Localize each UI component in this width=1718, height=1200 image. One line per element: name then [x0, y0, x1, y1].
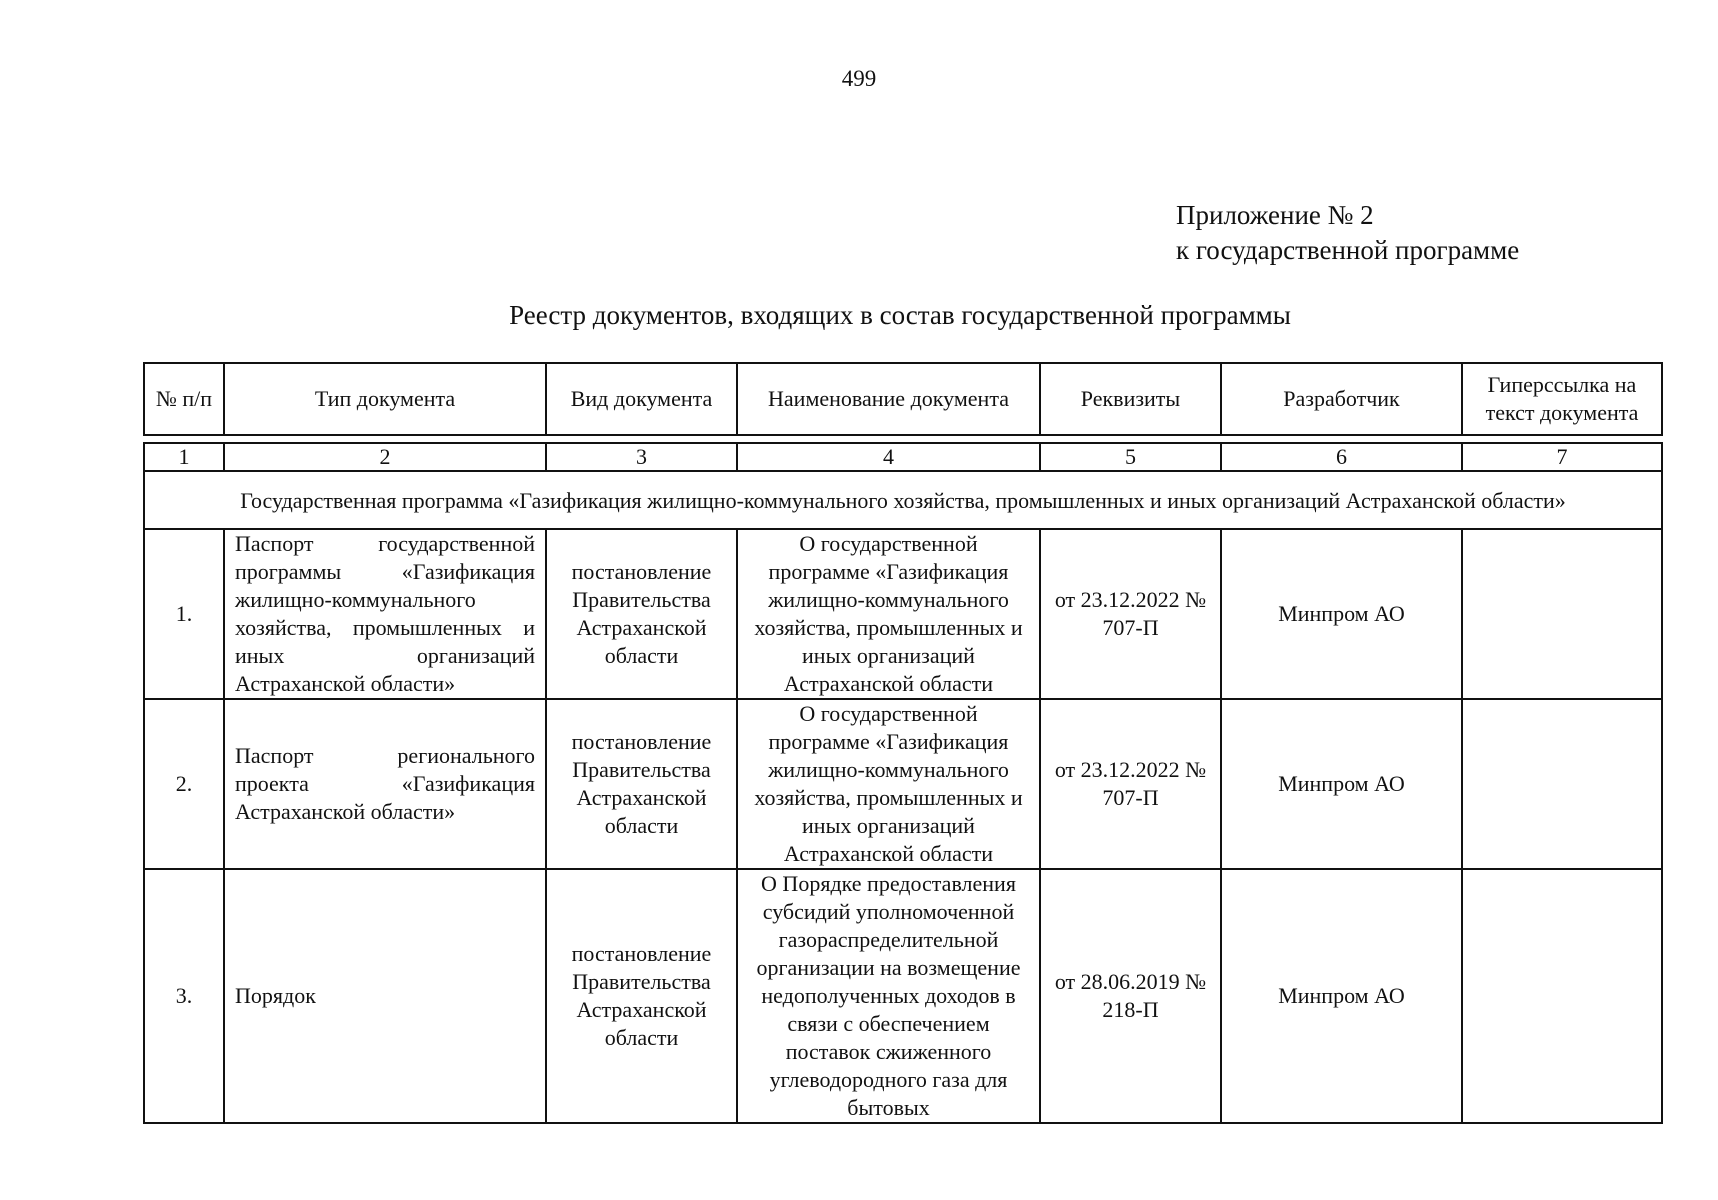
- document-kind: постановление Правительства Астраханской области: [546, 529, 737, 699]
- document-type: Порядок: [224, 869, 546, 1123]
- column-number: 7: [1462, 443, 1662, 471]
- document-kind: постановление Правительства Астраханской области: [546, 869, 737, 1123]
- table-row: [144, 869, 1662, 1123]
- row-number: 2.: [144, 699, 224, 869]
- document-requisites: от 28.06.2019 № 218-П: [1040, 869, 1221, 1123]
- document-type: Паспорт регионального проекта «Газификация Астраханской области»: [224, 699, 546, 869]
- section-row: [144, 471, 1662, 529]
- document-title: Реестр документов, входящих в состав государственной программы: [509, 300, 1291, 330]
- header-developer: Разработчик: [1221, 363, 1462, 435]
- column-number-row: [144, 443, 1662, 471]
- document-link: [1462, 699, 1662, 869]
- row-number: 3.: [144, 869, 224, 1123]
- column-number: 3: [546, 443, 737, 471]
- section-title: Государственная программа «Газификация жилищно-коммунального хозяйства, промышленных и иных организаций Астраханской области»: [144, 471, 1662, 529]
- gap-cell: [144, 435, 1662, 443]
- document-link: [1462, 869, 1662, 1123]
- table-row: [144, 529, 1662, 699]
- table-row: [144, 699, 1662, 869]
- header-kind: Вид документа: [546, 363, 737, 435]
- document-type: Паспорт государственной программы «Газификация жилищно-коммунального хозяйства, промышленных и иных организаций Астраханской области»: [224, 529, 546, 699]
- document-developer: Минпром АО: [1221, 529, 1462, 699]
- header-row: [144, 363, 1662, 435]
- document-requisites: от 23.12.2022 № 707-П: [1040, 529, 1221, 699]
- column-number: 2: [224, 443, 546, 471]
- header-gap: [144, 435, 1662, 443]
- header-num: № п/п: [144, 363, 224, 435]
- document-developer: Минпром АО: [1221, 869, 1462, 1123]
- document-link: [1462, 529, 1662, 699]
- column-number: 1: [144, 443, 224, 471]
- column-number: 4: [737, 443, 1040, 471]
- registry-table: [143, 362, 1663, 1124]
- header-name: Наименование документа: [737, 363, 1040, 435]
- document-developer: Минпром АО: [1221, 699, 1462, 869]
- document-name: О Порядке предоставления субсидий уполномоченной газораспределительной организации на возмещение недополученных доходов в связи с обеспечением поставок сжиженного углеводородного газа для бытовых: [737, 869, 1040, 1123]
- row-number: 1.: [144, 529, 224, 699]
- appendix-line-1: Приложение № 2: [1176, 200, 1374, 230]
- column-number: 5: [1040, 443, 1221, 471]
- appendix-note: [1176, 198, 1519, 268]
- page-number: 499: [841, 66, 877, 91]
- header-requisites: Реквизиты: [1040, 363, 1221, 435]
- appendix-line-2: к государственной программе: [1176, 235, 1520, 265]
- document-requisites: от 23.12.2022 № 707-П: [1040, 699, 1221, 869]
- column-number: 6: [1221, 443, 1462, 471]
- header-link: Гиперссылка на текст документа: [1462, 363, 1662, 435]
- header-type: Тип документа: [224, 363, 546, 435]
- document-name: О государственной программе «Газификация жилищно-коммунального хозяйства, промышленных и иных организаций Астраханской области: [737, 529, 1040, 699]
- document-kind: постановление Правительства Астраханской области: [546, 699, 737, 869]
- document-name: О государственной программе «Газификация жилищно-коммунального хозяйства, промышленных и иных организаций Астраханской области: [737, 699, 1040, 869]
